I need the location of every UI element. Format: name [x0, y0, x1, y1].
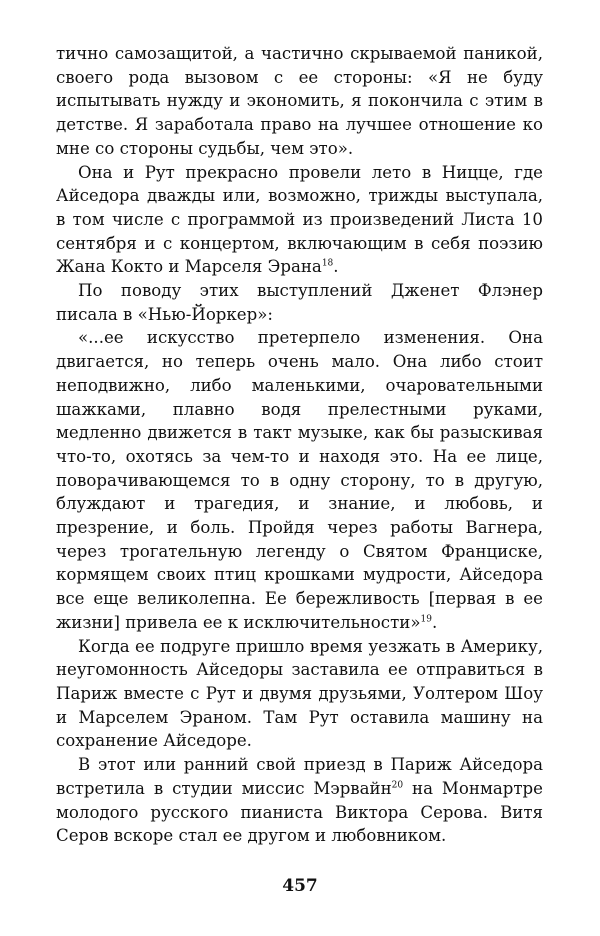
paragraph-4-tail: . [431, 612, 438, 632]
paragraph-4-quote [56, 326, 543, 634]
paragraph-3-text: По поводу этих выступлений Дженет Флэнер писала в «Нью-Йоркер»: [56, 281, 543, 324]
paragraph-2-text: Она и Рут прекрасно провели лето в Ницце, где Айседора дважды или, возможно, трижды выступала, в том числе с программой из произведений Листа 10 сентября и с концертом, включающим в себя поэзию Жана Кокто и Марселя Эрана [56, 162, 543, 277]
page-number: 457 [282, 876, 318, 896]
paragraph-6-text: В этот или ранний свой приезд в Париж Айседора встретила в студии миссис Мэрвайн [56, 755, 543, 798]
paragraph-6-text-continued: на Монмартре молодого русского пианиста Виктора Серова. Витя Серов вскоре стал ее другом и любовником. [56, 778, 543, 846]
paragraph-2-tail: . [333, 257, 339, 277]
page-body [56, 42, 543, 848]
paragraph-5 [56, 635, 543, 754]
paragraph-3 [56, 279, 543, 326]
paragraph-6 [56, 753, 543, 848]
paragraph-2 [56, 161, 543, 280]
paragraph-4-text: «...ее искусство претерпело изменения. Она двигается, но теперь очень мало. Она либо стоит неподвижно, либо маленькими, очаровательными шажками, плавно водя прелестными руками, медленно движется в такт музыке, как бы разыскивая что-то, охотясь за чем-то и находя это. На ее лице, поворачивающемся то в одну сторону, то в другую, блуждают и трагедия, и знание, и любовь, и презрение, и боль. Пройдя через работы Вагнера, через трогательную легенду о Святом Франциске, кормящем своих птиц крошками мудрости, Айседора все еще великолепна. Ее бережливость [первая в ее жизни] привела ее к исключительности» [56, 328, 543, 632]
paragraph-5-text: Когда ее подруге пришло время уезжать в Америку, неугомонность Айседоры заставила ее отправиться в Париж вместе с Рут и двумя друзьями, Уолтером Шоу и Марселем Эраном. Там Рут оставила машину на сохранение Айседоре. [56, 636, 543, 751]
paragraph-1-text: тично самозащитой, а частично скрываемой паникой, своего рода вызовом с ее стороны: «Я не буду испытывать нужду и экономить, я покончила с этим в детстве. Я заработала право на лучшее отношение ко мне со стороны судьбы, чем это». [56, 44, 543, 158]
footnote-ref-18: 18 [321, 258, 334, 269]
footnote-ref-20: 20 [391, 780, 404, 791]
footnote-ref-19: 19 [420, 614, 432, 625]
paragraph-1 [56, 42, 543, 161]
